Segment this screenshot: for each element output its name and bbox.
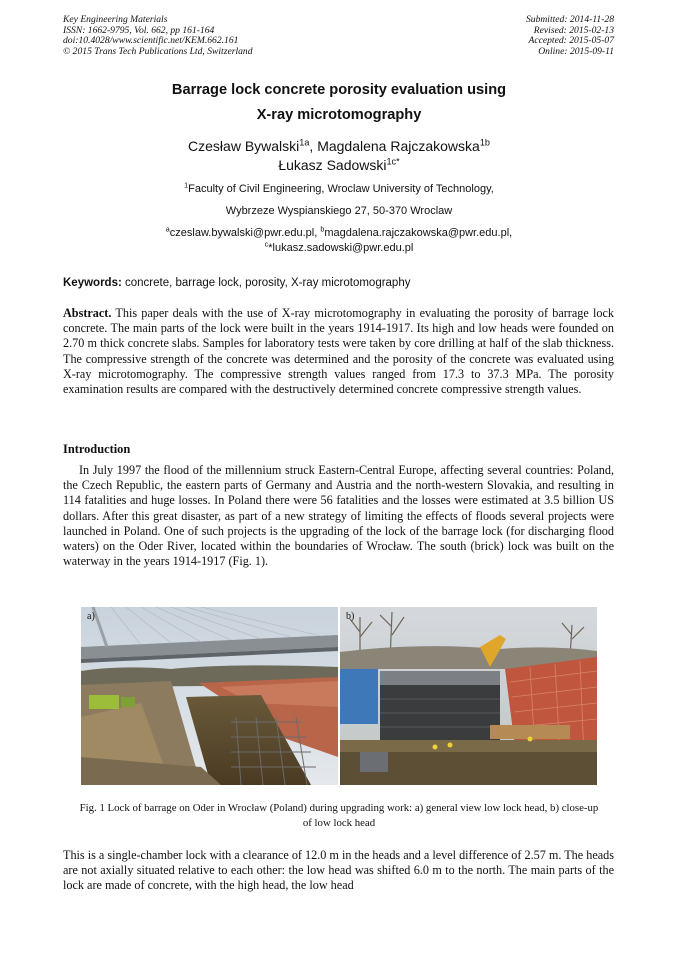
date-submitted: Submitted: 2014-11-28 (525, 14, 614, 25)
affiliation-mark: 1 (184, 181, 189, 190)
author-name: Łukasz Sadowski (278, 157, 387, 173)
date-online: Online: 2015-09-11 (538, 45, 614, 57)
submission-dates (526, 15, 614, 57)
photo-general-view (81, 607, 338, 785)
author-affiliation-mark: 1a (299, 137, 310, 148)
photo-close-up (340, 607, 597, 785)
email-link[interactable]: magdalena.rajczakowska@pwr.edu.pl, (324, 227, 513, 239)
abstract-text: This paper deals with the use of X-ray microtomography in evaluating the porosity of barrage lock concrete. The main parts of the lock were built in the years 1914-1917. Its high and low heads were founded on 2.70 m thick concrete slabs. Samples for laboratory tests were taken by core drilling at half of the slab thickness. The compressive strength of the concrete was determined and the porosity of the concrete was evaluated using X-ray microtomography. The compressive strength values ranged from 17.3 to 37.3 MPa. The porosity examination results are compared with the destructively determined concrete compressive strength values. (63, 306, 614, 397)
body-paragraph: This is a single-chamber lock with a clearance of 12.0 m in the heads and a level difference of 2.57 m. The heads are not axially situated relative to each other: the low head was shifted 6.0 m to the north. The main parts of the lock are made of concrete, with the high head, the low head (63, 848, 614, 893)
affiliation-line-2: Wybrzeze Wyspianskiego 27, 50-370 Wroclaw (225, 205, 453, 217)
figure-label-b: b) (346, 611, 355, 622)
paper-title-line-1: Barrage lock concrete porosity evaluation using (171, 82, 507, 98)
date-revised: Revised: 2015-02-13 (533, 24, 614, 36)
author-list-line-2 (0, 157, 678, 173)
author-list (0, 138, 678, 154)
journal-info (63, 15, 253, 57)
figure-label-a: a) (87, 611, 95, 622)
affiliation-line-1 (0, 183, 678, 195)
journal-doi: doi:10.4028/www.scientific.net/KEM.662.161 (63, 35, 239, 47)
email-line-1 (0, 227, 678, 239)
author-name: Czesław Bywalski (188, 138, 300, 154)
author-name: Magdalena Rajczakowska (317, 138, 480, 154)
author-affiliation-mark: 1c* (386, 156, 400, 167)
email-line-2 (0, 242, 678, 254)
journal-name: Key Engineering Materials (63, 14, 168, 25)
date-accepted: Accepted: 2015-05-07 (528, 35, 614, 47)
journal-issn: ISSN: 1662-9795, Vol. 662, pp 161-164 (63, 24, 215, 36)
section-heading-introduction: Introduction (63, 442, 131, 456)
email-mark: c (264, 240, 269, 249)
abstract (63, 306, 614, 397)
figure-photo-general-view (81, 607, 338, 785)
author-affiliation-mark: 1b (479, 137, 490, 148)
email-link[interactable]: czeslaw.bywalski@pwr.edu.pl, (169, 227, 321, 239)
journal-copyright: © 2015 Trans Tech Publications Ltd, Switzerland (63, 45, 253, 57)
figure-caption: Fig. 1 Lock of barrage on Oder in Wrocław (Poland) during upgrading work: a) general view low lock head, b) close-up of low lock head (79, 802, 599, 829)
author-separator: , (309, 138, 318, 154)
paper-title-line-2: X-ray microtomography (256, 107, 422, 123)
introduction-paragraph: In July 1997 the flood of the millennium struck Eastern-Central Europe, affecting several countries: Poland, the Czech Republic, the eastern parts of Germany and Austria and the north-western Slovakia, and resulting in 114 fatalities and huge losses. In Poland there were 56 fatalities and the losses were estimated at 3.5 billion US dollars. After this great disaster, as part of a new strategy of limiting the effects of floods several projects were launched in Poland. One of such projects is the upgrading of the lock of the barrage lock (for discharging flood waters) on the Oder River, located within the boundaries of Wrocław. The south (brick) lock was built on the waterway in the years 1914-1917 (Fig. 1). (63, 463, 614, 569)
email-mark: a (165, 225, 170, 234)
keywords-text: concrete, barrage lock, porosity, X-ray microtomography (121, 277, 411, 289)
email-link[interactable]: *lukasz.sadowski@pwr.edu.pl (268, 242, 414, 254)
email-mark: b (320, 225, 325, 234)
affiliation-text: Faculty of Civil Engineering, Wroclaw University of Technology, (188, 183, 494, 195)
keywords (63, 277, 410, 289)
figure-photo-close-up (340, 607, 597, 785)
abstract-label: Abstract. (63, 306, 112, 320)
keywords-label: Keywords: (63, 277, 122, 289)
